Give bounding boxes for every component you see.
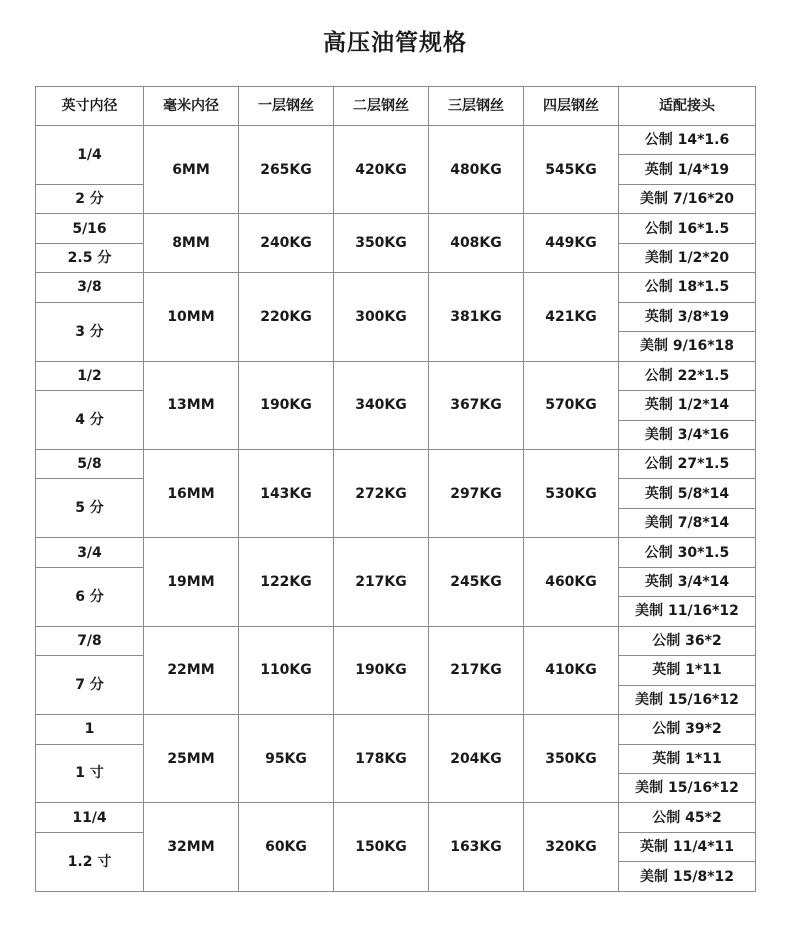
- inch-size-cell: 5/16: [36, 214, 144, 243]
- fitting-cell: 公制 45*2: [619, 803, 756, 832]
- table-row: [36, 273, 756, 302]
- inch-size-cell: 7 分: [36, 656, 144, 715]
- inch-size-cell: 1.2 寸: [36, 832, 144, 891]
- inch-size-cell: 11/4: [36, 803, 144, 832]
- inch-size-cell: 5/8: [36, 449, 144, 478]
- header-layer-3: 三层钢丝: [429, 87, 524, 126]
- layer-4-pressure: 449KG: [524, 214, 619, 273]
- inch-size-cell: 2.5 分: [36, 243, 144, 272]
- inch-size-cell: 2 分: [36, 184, 144, 213]
- table-row: [36, 361, 756, 390]
- fitting-cell: 公制 39*2: [619, 715, 756, 744]
- layer-2-pressure: 272KG: [334, 449, 429, 537]
- fitting-cell: 美制 7/8*14: [619, 508, 756, 537]
- inch-size-cell: 3/4: [36, 538, 144, 567]
- header-layer-1: 一层钢丝: [239, 87, 334, 126]
- fitting-cell: 美制 3/4*16: [619, 420, 756, 449]
- layer-4-pressure: 530KG: [524, 449, 619, 537]
- layer-3-pressure: 245KG: [429, 538, 524, 626]
- mm-size-cell: 32MM: [144, 803, 239, 892]
- inch-size-cell: 3 分: [36, 302, 144, 361]
- inch-size-cell: 1: [36, 715, 144, 744]
- fitting-cell: 美制 11/16*12: [619, 597, 756, 626]
- table-row: [36, 449, 756, 478]
- layer-1-pressure: 122KG: [239, 538, 334, 626]
- fitting-cell: 公制 18*1.5: [619, 273, 756, 302]
- mm-size-cell: 8MM: [144, 214, 239, 273]
- layer-4-pressure: 460KG: [524, 538, 619, 626]
- mm-size-cell: 6MM: [144, 126, 239, 214]
- table-row: [36, 214, 756, 243]
- layer-1-pressure: 143KG: [239, 449, 334, 537]
- layer-2-pressure: 340KG: [334, 361, 429, 449]
- layer-3-pressure: 204KG: [429, 715, 524, 803]
- inch-size-cell: 1 寸: [36, 744, 144, 803]
- inch-size-cell: 1/2: [36, 361, 144, 390]
- fitting-cell: 美制 9/16*18: [619, 332, 756, 361]
- fitting-cell: 美制 15/16*12: [619, 773, 756, 802]
- layer-1-pressure: 95KG: [239, 715, 334, 803]
- table-row: [36, 626, 756, 655]
- fitting-cell: 英制 5/8*14: [619, 479, 756, 508]
- mm-size-cell: 19MM: [144, 538, 239, 626]
- fitting-cell: 英制 3/4*14: [619, 567, 756, 596]
- fitting-cell: 美制 15/16*12: [619, 685, 756, 714]
- inch-size-cell: 3/8: [36, 273, 144, 302]
- fitting-cell: 英制 1/4*19: [619, 155, 756, 184]
- fitting-cell: 英制 3/8*19: [619, 302, 756, 331]
- fitting-cell: 公制 14*1.6: [619, 126, 756, 155]
- page-title: 高压油管规格: [323, 30, 467, 56]
- layer-4-pressure: 320KG: [524, 803, 619, 892]
- inch-size-cell: 1/4: [36, 126, 144, 185]
- fitting-cell: 公制 30*1.5: [619, 538, 756, 567]
- fitting-cell: 公制 36*2: [619, 626, 756, 655]
- fitting-cell: 英制 11/4*11: [619, 832, 756, 861]
- table-row: [36, 715, 756, 744]
- mm-size-cell: 10MM: [144, 273, 239, 361]
- layer-1-pressure: 60KG: [239, 803, 334, 892]
- table-row: [36, 803, 756, 832]
- hose-spec-table: [35, 86, 756, 892]
- layer-2-pressure: 420KG: [334, 126, 429, 214]
- layer-2-pressure: 178KG: [334, 715, 429, 803]
- layer-4-pressure: 410KG: [524, 626, 619, 714]
- layer-1-pressure: 240KG: [239, 214, 334, 273]
- fitting-cell: 美制 1/2*20: [619, 243, 756, 272]
- layer-4-pressure: 350KG: [524, 715, 619, 803]
- header-layer-2: 二层钢丝: [334, 87, 429, 126]
- header-inch-id: 英寸内径: [36, 87, 144, 126]
- mm-size-cell: 13MM: [144, 361, 239, 449]
- mm-size-cell: 16MM: [144, 449, 239, 537]
- layer-1-pressure: 110KG: [239, 626, 334, 714]
- inch-size-cell: 4 分: [36, 391, 144, 450]
- mm-size-cell: 22MM: [144, 626, 239, 714]
- layer-2-pressure: 300KG: [334, 273, 429, 361]
- layer-2-pressure: 150KG: [334, 803, 429, 892]
- layer-3-pressure: 163KG: [429, 803, 524, 892]
- fitting-cell: 美制 7/16*20: [619, 184, 756, 213]
- header-row: [36, 87, 756, 126]
- layer-2-pressure: 190KG: [334, 626, 429, 714]
- layer-3-pressure: 381KG: [429, 273, 524, 361]
- mm-size-cell: 25MM: [144, 715, 239, 803]
- layer-4-pressure: 545KG: [524, 126, 619, 214]
- layer-2-pressure: 350KG: [334, 214, 429, 273]
- table-row: [36, 538, 756, 567]
- layer-3-pressure: 480KG: [429, 126, 524, 214]
- fitting-cell: 公制 22*1.5: [619, 361, 756, 390]
- layer-3-pressure: 297KG: [429, 449, 524, 537]
- table-row: [36, 126, 756, 155]
- inch-size-cell: 6 分: [36, 567, 144, 626]
- layer-1-pressure: 190KG: [239, 361, 334, 449]
- layer-4-pressure: 570KG: [524, 361, 619, 449]
- fitting-cell: 美制 15/8*12: [619, 862, 756, 892]
- layer-3-pressure: 217KG: [429, 626, 524, 714]
- layer-1-pressure: 265KG: [239, 126, 334, 214]
- header-layer-4: 四层钢丝: [524, 87, 619, 126]
- layer-3-pressure: 367KG: [429, 361, 524, 449]
- layer-2-pressure: 217KG: [334, 538, 429, 626]
- fitting-cell: 英制 1/2*14: [619, 391, 756, 420]
- header-mm-id: 毫米内径: [144, 87, 239, 126]
- fitting-cell: 英制 1*11: [619, 744, 756, 773]
- inch-size-cell: 5 分: [36, 479, 144, 538]
- header-fittings: 适配接头: [619, 87, 756, 126]
- layer-1-pressure: 220KG: [239, 273, 334, 361]
- inch-size-cell: 7/8: [36, 626, 144, 655]
- fitting-cell: 公制 16*1.5: [619, 214, 756, 243]
- fitting-cell: 公制 27*1.5: [619, 449, 756, 478]
- fitting-cell: 英制 1*11: [619, 656, 756, 685]
- layer-4-pressure: 421KG: [524, 273, 619, 361]
- layer-3-pressure: 408KG: [429, 214, 524, 273]
